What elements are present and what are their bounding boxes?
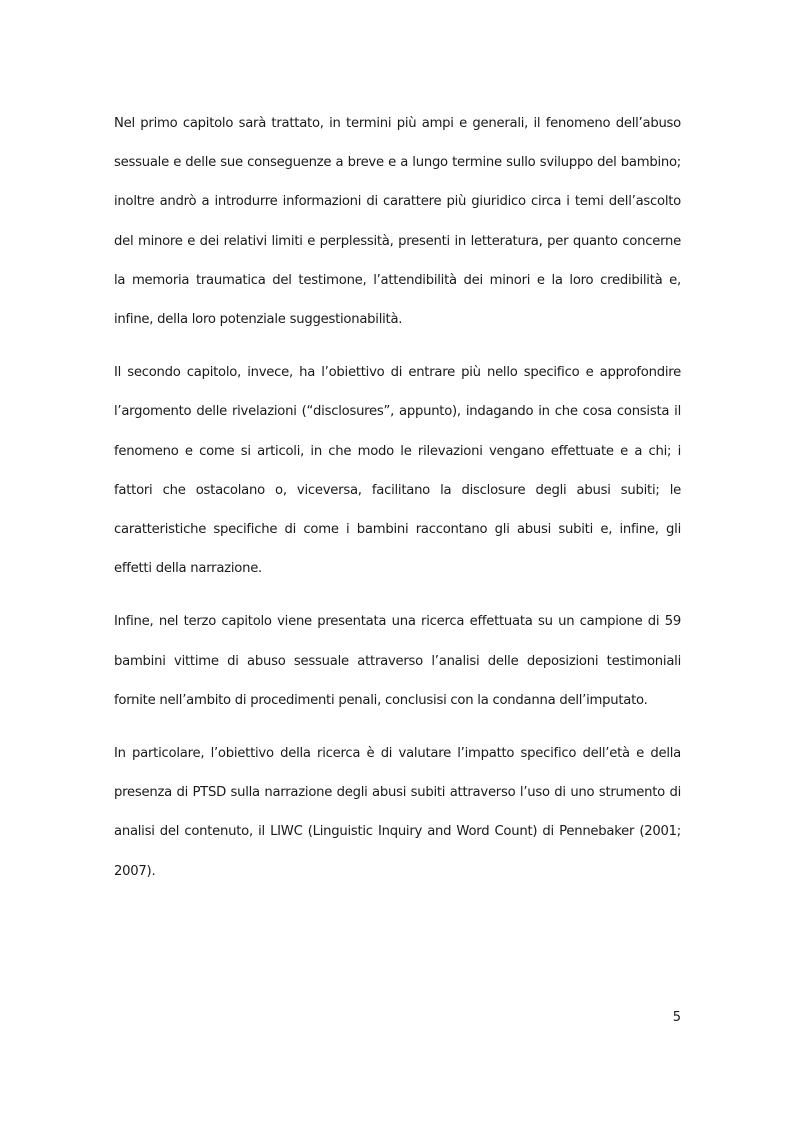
paragraph-1: Nel primo capitolo sarà trattato, in termini più ampi e generali, il fenomeno dell’abuso sessuale e delle sue conseguenze a breve e a lungo termine sullo sviluppo del bambino; inoltre andrò a introdurre informazioni di carattere più giuridico circa i temi dell’ascolto del minore e dei relativi limiti e perplessità, presenti in letteratura, per quanto concerne la memoria traumatica del testimone, l’attendibilità dei minori e la loro credibilità e, infine, della loro potenziale suggestionabilità. (114, 116, 681, 328)
paragraph-2: Il secondo capitolo, invece, ha l’obiettivo di entrare più nello specifico e approfondire l’argomento delle rivelazioni (“disclosures”, appunto), indagando in che cosa consista il fenomeno e come si articoli, in che modo le rilevazioni vengano effettuate e a chi; i fattori che ostacolano o, viceversa, facilitano la disclosure degli abusi subiti; le caratteristiche specifiche di come i bambini raccontano gli abusi subiti e, infine, gli effetti della narrazione. (114, 365, 681, 577)
paragraph-3: Infine, nel terzo capitolo viene presentata una ricerca effettuata su un campione di 59 bambini vittime di abuso sessuale attraverso l’analisi delle deposizioni testimoniali fornite nell’ambito di procedimenti penali, conclusisi con la condanna dell’imputato. (114, 614, 681, 708)
page-number: 5 (672, 1010, 681, 1025)
paragraph-4: In particolare, l’obiettivo della ricerca è di valutare l’impatto specifico dell’età e della presenza di PTSD sulla narrazione degli abusi subiti attraverso l’uso di uno strumento di analisi del contenuto, il LIWC (Linguistic Inquiry and Word Count) di Pennebaker (2001; 2007). (114, 746, 681, 879)
body-text (114, 104, 681, 905)
